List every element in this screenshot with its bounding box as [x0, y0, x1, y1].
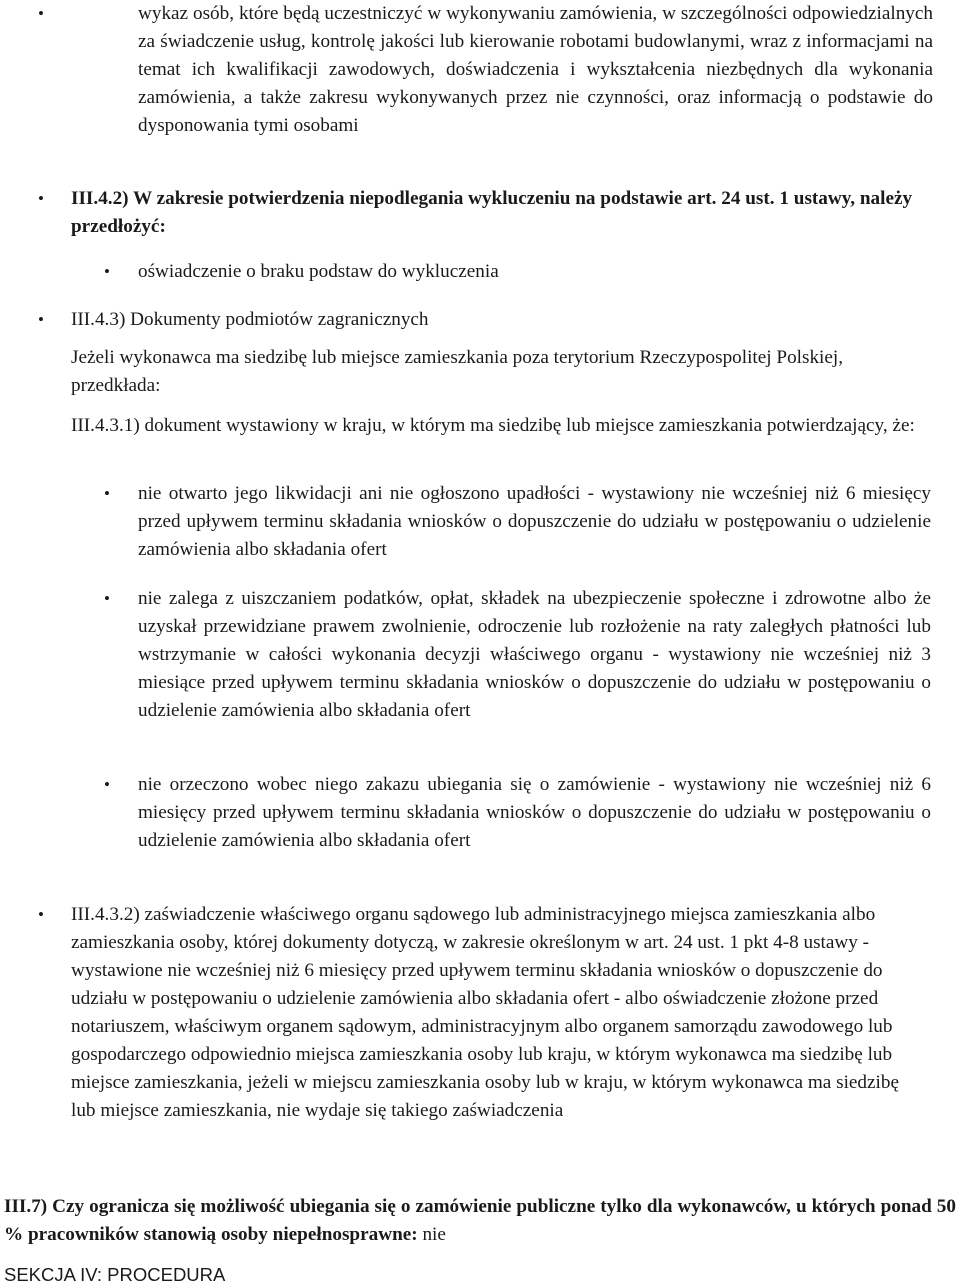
list-item: oświadczenie o braku podstaw do wykluczenia	[138, 261, 499, 282]
bullet-icon	[38, 901, 44, 929]
list-item: nie zalega z uiszczaniem podatków, opłat, składek na ubezpieczenie społeczne i zdrowotne albo że uzyskał przewidziane prawem zwolnienie, odroczenie lub rozłożenie na raty zaległych płatności lub wstrzymanie w całości wykonania decyzji właściwego organu - wystawiony nie wcześniej niż 3 miesiące przed upływem terminu składania wniosków o dopuszczenie do udziału w postępowaniu o udzielenie zamówienia albo składania ofert	[138, 588, 931, 721]
section-heading-iii-4-3: III.4.3) Dokumenty podmiotów zagranicznych	[71, 309, 429, 330]
section-heading-iv: SEKCJA IV: PROCEDURA	[4, 1264, 226, 1285]
list-item: nie orzeczono wobec niego zakazu ubiegania się o zamówienie - wystawiony nie wcześniej niż 6 miesięcy przed upływem terminu składania wniosków o dopuszczenie do udziału w postępowaniu o udzielenie zamówienia albo składania ofert	[138, 774, 931, 851]
list-item: III.4.3.2) zaświadczenie właściwego organu sądowego lub administracyjnego miejsca zamieszkania albo zamieszkania osoby, której dokumenty dotyczą, w zakresie określonym w art. 24 ust. 1 pkt 4-8 ustawy - wystawione nie wcześniej niż 6 miesięcy przed upływem terminu składania wniosków o dopuszczenie do udziału w postępowaniu o udzielenie zamówienia albo składania ofert - albo oświadczenie złożone przed notariuszem, właściwym organem sądowym, administracyjnym albo organem samorządu zawodowego lub gospodarczego odpowiednio miejsca zamieszkania osoby lub kraju, w którym wykonawca ma siedzibę lub miejsce zamieszkania, jeżeli w miejscu zamieszkania osoby lub w kraju, w którym wykonawca ma siedzibę lub miejsce zamieszkania, nie wydaje się takiego zaświadczenia	[71, 904, 899, 1121]
paragraph: III.4.3.1) dokument wystawiony w kraju, w którym ma siedzibę lub miejsce zamieszkania potwierdzający, że:	[71, 415, 915, 436]
list-item: nie otwarto jego likwidacji ani nie ogłoszono upadłości - wystawiony nie wcześniej niż 6 miesięcy przed upływem terminu składania wniosków o dopuszczenie do udziału w postępowaniu o udzielenie zamówienia albo składania ofert	[138, 483, 931, 560]
bullet-icon	[38, 306, 44, 334]
bullet-icon	[38, 185, 44, 213]
section-iii-7-question: III.7) Czy ogranicza się możliwość ubiegania się o zamówienie publiczne tylko dla wykonawców, u których ponad 50 % pracowników stanowią osoby niepełnosprawne:	[4, 1196, 956, 1245]
bullet-icon	[104, 258, 110, 286]
section-iii-7	[4, 1193, 956, 1249]
bullet-icon	[104, 771, 110, 799]
bullet-icon	[38, 0, 44, 28]
paragraph: Jeżeli wykonawca ma siedzibę lub miejsce zamieszkania poza terytorium Rzeczypospolitej Polskiej, przedkłada:	[71, 347, 844, 396]
section-heading-iii-4-2: III.4.2) W zakresie potwierdzenia niepodlegania wykluczeniu na podstawie art. 24 ust. 1 ustawy, należy przedłożyć:	[71, 188, 913, 237]
bullet-icon	[104, 480, 110, 508]
section-iii-7-answer: nie	[422, 1224, 446, 1245]
list-item: wykaz osób, które będą uczestniczyć w wykonywaniu zamówienia, w szczególności odpowiedzialnych za świadczenie usług, kontrolę jakości lub kierowanie robotami budowlanymi, wraz z informacjami na temat ich kwalifikacji zawodowych, doświadczenia i wykształcenia niezbędnych dla wykonania zamówienia, a także zakresu wykonywanych przez nie czynności, oraz informacją o podstawie do dysponowania tymi osobami	[138, 3, 933, 136]
bullet-icon	[104, 585, 110, 613]
